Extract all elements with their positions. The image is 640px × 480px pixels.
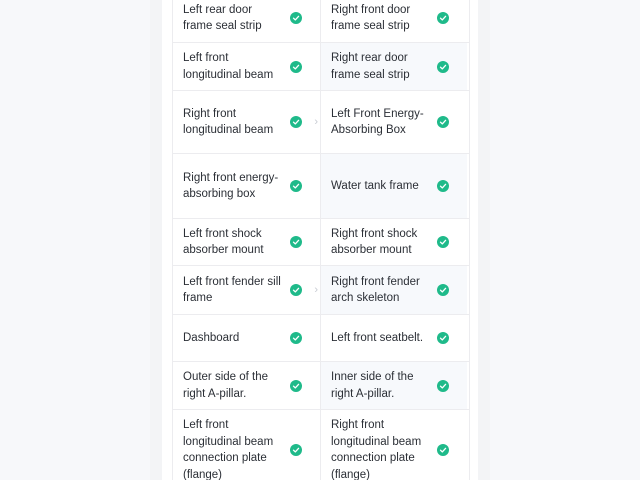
inspection-cell-right[interactable]: [320, 266, 467, 314]
inspection-cell-left[interactable]: [173, 315, 320, 361]
inspection-cell-right[interactable]: [320, 219, 467, 265]
inspection-item-label: Left front longitudinal beam connection plate (flange): [183, 419, 274, 480]
inspection-item-label: Outer side of the right A-pillar.: [183, 371, 269, 400]
check-circle-icon: [290, 236, 302, 248]
inspection-item-label: Inner side of the right A-pillar.: [331, 371, 414, 400]
check-circle-icon: [290, 332, 302, 344]
checkmark-glyph: [292, 14, 300, 22]
check-circle-icon: [290, 180, 302, 192]
check-circle-icon: [437, 236, 449, 248]
inspection-cell-left[interactable]: [173, 91, 320, 153]
inspection-row: [173, 219, 469, 266]
page-margin-right: [478, 0, 490, 480]
inspection-item-label: Left rear door frame seal strip: [183, 3, 262, 32]
inspection-item-label: Right front shock absorber mount: [331, 227, 418, 256]
checkmark-glyph: [439, 14, 447, 22]
check-circle-icon: [437, 116, 449, 128]
check-circle-icon: [437, 284, 449, 296]
checkmark-glyph: [292, 182, 300, 190]
inspection-cell-left[interactable]: [173, 154, 320, 218]
inspection-table: [172, 0, 470, 480]
inspection-row: [173, 43, 469, 91]
inspection-row: [173, 315, 469, 362]
inspection-cell-right[interactable]: [320, 315, 467, 361]
inspection-row: [173, 266, 469, 315]
inspection-cell-left[interactable]: [173, 266, 320, 314]
checkmark-glyph: [439, 334, 447, 342]
inspection-row: [173, 154, 469, 219]
checkmark-glyph: [439, 238, 447, 246]
inspection-cell-left[interactable]: [173, 43, 320, 90]
checkmark-glyph: [439, 118, 447, 126]
inspection-item-label: Right front energy-absorbing box: [183, 171, 279, 200]
check-circle-icon: [290, 61, 302, 73]
checkmark-glyph: [292, 118, 300, 126]
chevron-right-icon: ›: [314, 116, 318, 128]
inspection-cell-right[interactable]: [320, 0, 467, 42]
inspection-item-label: Right front door frame seal strip: [331, 3, 411, 32]
check-circle-icon: [437, 180, 449, 192]
checkmark-glyph: [439, 286, 447, 294]
checkmark-glyph: [439, 182, 447, 190]
check-circle-icon: [437, 12, 449, 24]
checkmark-glyph: [439, 63, 447, 71]
inspection-row: [173, 410, 469, 480]
inspection-item-label: Right front longitudinal beam connection plate (flange): [331, 419, 422, 480]
inspection-cell-left[interactable]: [173, 219, 320, 265]
inspection-card: [162, 0, 478, 480]
check-circle-icon: [437, 380, 449, 392]
inspection-row: [173, 91, 469, 154]
inspection-item-label: Right front longitudinal beam: [183, 107, 274, 136]
check-circle-icon: [437, 332, 449, 344]
checkmark-glyph: [292, 238, 300, 246]
inspection-cell-right[interactable]: [320, 154, 467, 218]
inspection-cell-left[interactable]: [173, 410, 320, 480]
inspection-item-label: Right rear door frame seal strip: [331, 52, 410, 81]
checkmark-glyph: [292, 286, 300, 294]
inspection-cell-left[interactable]: [173, 0, 320, 42]
checkmark-glyph: [292, 446, 300, 454]
check-circle-icon: [290, 380, 302, 392]
inspection-item-label: Left front shock absorber mount: [183, 227, 264, 256]
check-circle-icon: [290, 116, 302, 128]
check-circle-icon: [290, 12, 302, 24]
check-circle-icon: [290, 284, 302, 296]
inspection-item-label: Water tank frame: [331, 179, 419, 192]
chevron-right-icon: ›: [314, 284, 318, 296]
checkmark-glyph: [292, 334, 300, 342]
checkmark-glyph: [439, 446, 447, 454]
checkmark-glyph: [439, 382, 447, 390]
inspection-cell-left[interactable]: [173, 362, 320, 409]
inspection-cell-right[interactable]: [320, 410, 467, 480]
checkmark-glyph: [292, 63, 300, 71]
inspection-item-label: Left front seatbelt.: [331, 331, 424, 344]
checkmark-glyph: [292, 382, 300, 390]
check-circle-icon: [290, 444, 302, 456]
page-margin-left: [150, 0, 162, 480]
check-circle-icon: [437, 61, 449, 73]
inspection-cell-right[interactable]: [320, 91, 467, 153]
inspection-row: [173, 362, 469, 410]
inspection-item-label: Right front fender arch skeleton: [331, 275, 420, 304]
inspection-item-label: Left front fender sill frame: [183, 275, 281, 304]
inspection-item-label: Dashboard: [183, 331, 240, 344]
inspection-item-label: Left Front Energy-Absorbing Box: [331, 107, 424, 136]
check-circle-icon: [437, 444, 449, 456]
inspection-row: [173, 0, 469, 43]
inspection-item-label: Left front longitudinal beam: [183, 52, 274, 81]
inspection-cell-right[interactable]: [320, 362, 467, 409]
inspection-cell-right[interactable]: [320, 43, 467, 90]
